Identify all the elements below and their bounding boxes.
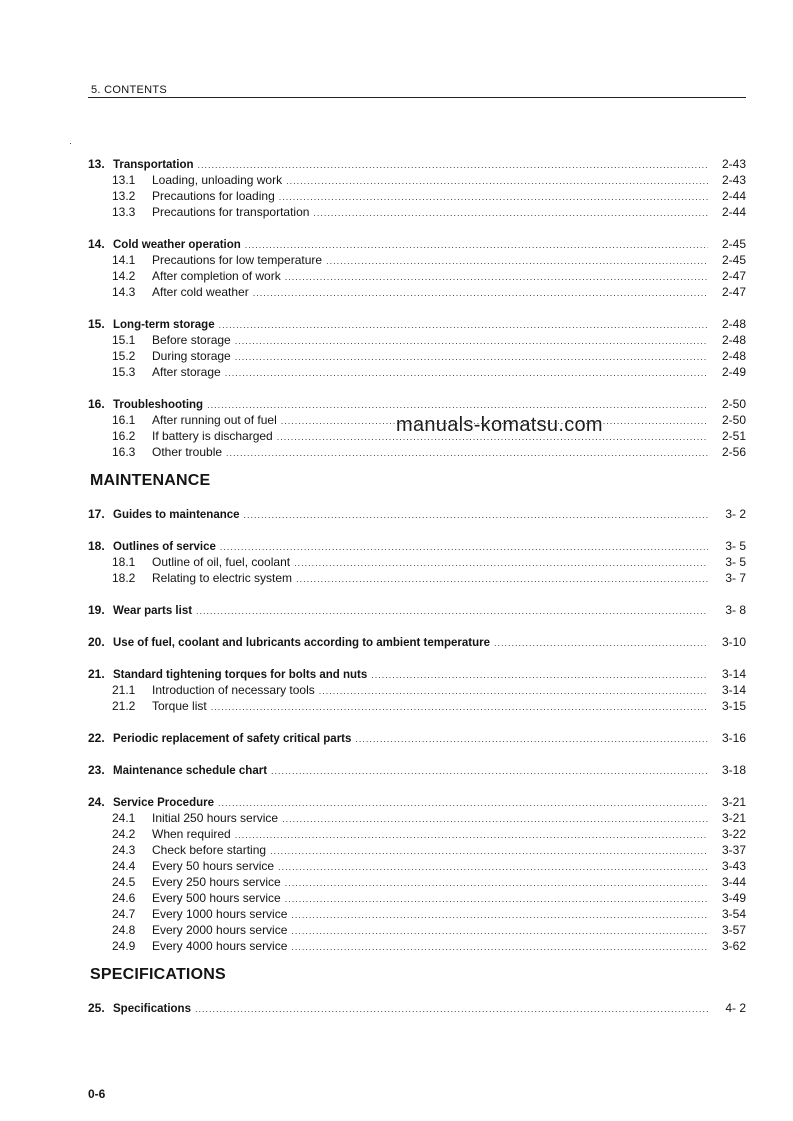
entry-title: After cold weather: [152, 285, 249, 299]
dot-leader: [494, 635, 708, 651]
entry-page: 3-15: [721, 699, 746, 713]
dot-leader: [271, 763, 708, 779]
entry-number: 16.2: [112, 429, 136, 443]
dot-leader: [270, 843, 708, 859]
entry-page: 3-14: [721, 683, 746, 697]
toc-subentry: [88, 682, 746, 698]
entry-page: 2-47: [721, 285, 746, 299]
toc-subentry: [88, 268, 746, 284]
entry-page: 2-43: [721, 173, 746, 187]
entry-title: Before storage: [152, 333, 231, 347]
entry-page: 2-51: [721, 429, 746, 443]
entry-page: 3- 8: [725, 603, 746, 617]
dot-leader: [279, 189, 708, 205]
toc-subentry: [88, 554, 746, 570]
toc-entry: [88, 730, 746, 746]
watermark: manuals-komatsu.com: [396, 414, 603, 436]
toc-subentry: [88, 204, 746, 220]
entry-number: 24.1: [112, 811, 136, 825]
entry-page: 3-62: [721, 939, 746, 953]
entry-page: 3-49: [721, 891, 746, 905]
entry-number: 20.: [88, 635, 105, 649]
entry-number: 21.1: [112, 683, 136, 697]
entry-title: Service Procedure: [113, 797, 215, 809]
entry-number: 24.3: [112, 843, 136, 857]
dot-leader: [294, 555, 708, 571]
dot-leader: [282, 811, 708, 827]
toc-section: [88, 538, 746, 586]
entry-number: 13.3: [112, 205, 136, 219]
dot-leader: [220, 539, 708, 555]
dot-leader: [235, 827, 708, 843]
entry-title: After storage: [152, 365, 221, 379]
entry-number: 21.: [88, 667, 105, 681]
dot-leader: [207, 397, 708, 413]
toc-section: [88, 1000, 746, 1016]
entry-number: 16.: [88, 397, 105, 411]
entry-title: Every 500 hours service: [152, 891, 281, 905]
dot-leader: [198, 157, 708, 173]
entry-page: 3-44: [721, 875, 746, 889]
toc-subentry: [88, 810, 746, 826]
entry-title: Every 1000 hours service: [152, 907, 288, 921]
toc-subentry: [88, 922, 746, 938]
dot-leader: [253, 285, 708, 301]
dot-leader: [313, 205, 708, 221]
toc-subentry: [88, 842, 746, 858]
entry-number: 24.5: [112, 875, 136, 889]
dot-leader: [226, 445, 708, 461]
dot-leader: [235, 349, 708, 365]
toc-subentry: [88, 284, 746, 300]
entry-page: 3-22: [721, 827, 746, 841]
entry-page: 2-44: [721, 205, 746, 219]
entry-number: 18.1: [112, 555, 136, 569]
entry-page: 3-16: [721, 731, 746, 745]
toc-section: [88, 236, 746, 300]
entry-page: 2-48: [721, 333, 746, 347]
table-of-contents: [88, 156, 746, 1032]
entry-page: 3- 5: [725, 555, 746, 569]
entry-title: Loading, unloading work: [152, 173, 283, 187]
entry-title: During storage: [152, 349, 231, 363]
heading-specifications: SPECIFICATIONS: [90, 966, 226, 983]
entry-number: 14.: [88, 237, 105, 251]
entry-page: 3-14: [721, 667, 746, 681]
entry-title: Periodic replacement of safety critical parts: [113, 733, 352, 745]
entry-number: 15.2: [112, 349, 136, 363]
entry-page: 3- 2: [725, 507, 746, 521]
dot-leader: [244, 507, 708, 523]
toc-entry: [88, 506, 746, 522]
toc-subentry: [88, 348, 746, 364]
entry-page: 2-43: [721, 157, 746, 171]
entry-number: 24.7: [112, 907, 136, 921]
entry-title: If battery is discharged: [152, 429, 273, 443]
entry-number: 16.3: [112, 445, 136, 459]
toc-section: [88, 316, 746, 380]
toc-section: [88, 762, 746, 778]
entry-page: 2-44: [721, 189, 746, 203]
dot-leader: [219, 317, 708, 333]
dot-leader: [326, 253, 708, 269]
entry-title: Other trouble: [152, 445, 223, 459]
toc-subentry: [88, 890, 746, 906]
entry-page: 3-43: [721, 859, 746, 873]
toc-entry: [88, 762, 746, 778]
dot-leader: [225, 365, 708, 381]
entry-number: 13.: [88, 157, 105, 171]
entry-title: Specifications: [113, 1003, 191, 1015]
entry-page: 2-50: [721, 413, 746, 427]
entry-title: Maintenance schedule chart: [113, 765, 268, 777]
toc-subentry: [88, 938, 746, 954]
toc-entry: [88, 794, 746, 810]
entry-page: 3-54: [721, 907, 746, 921]
entry-title: Outline of oil, fuel, coolant: [152, 555, 291, 569]
toc-subentry: [88, 906, 746, 922]
toc-subentry: [88, 364, 746, 380]
entry-number: 16.1: [112, 413, 136, 427]
entry-title: Outlines of service: [113, 541, 216, 553]
dot-leader: [291, 907, 708, 923]
toc-section: [88, 506, 746, 522]
entry-page: 3-57: [721, 923, 746, 937]
entry-title: After completion of work: [152, 269, 281, 283]
entry-title: Initial 250 hours service: [152, 811, 279, 825]
entry-page: 3-18: [721, 763, 746, 777]
entry-number: 23.: [88, 763, 105, 777]
toc-section: [88, 730, 746, 746]
header-rule: [88, 97, 746, 98]
entry-title: Transportation: [113, 159, 194, 171]
dot-leader: [196, 603, 708, 619]
toc-subentry: [88, 172, 746, 188]
dot-leader: [291, 923, 708, 939]
entry-title: Torque list: [152, 699, 207, 713]
entry-title: Guides to maintenance: [113, 509, 240, 521]
dot-leader: [286, 173, 708, 189]
toc-entry: [88, 156, 746, 172]
entry-page: 3- 7: [725, 571, 746, 585]
entry-title: Every 50 hours service: [152, 859, 275, 873]
entry-number: 13.2: [112, 189, 136, 203]
entry-number: 14.1: [112, 253, 136, 267]
toc-subentry: [88, 252, 746, 268]
entry-title: Introduction of necessary tools: [152, 683, 315, 697]
toc-entry: [88, 396, 746, 412]
entry-title: Check before starting: [152, 843, 267, 857]
dot-leader: [355, 731, 708, 747]
toc-subentry: [88, 874, 746, 890]
entry-number: 24.2: [112, 827, 136, 841]
entry-number: 24.8: [112, 923, 136, 937]
entry-page: 2-48: [721, 349, 746, 363]
entry-page: 2-49: [721, 365, 746, 379]
entry-number: 15.3: [112, 365, 136, 379]
entry-page: 2-50: [721, 397, 746, 411]
toc-section: [88, 666, 746, 714]
entry-title: Relating to electric system: [152, 571, 293, 585]
toc-entry: [88, 236, 746, 252]
entry-title: Precautions for transportation: [152, 205, 310, 219]
entry-number: 13.1: [112, 173, 136, 187]
toc-entry: [88, 634, 746, 650]
toc-section: [88, 794, 746, 954]
entry-title: Wear parts list: [113, 605, 193, 617]
entry-number: 14.3: [112, 285, 136, 299]
entry-number: 22.: [88, 731, 105, 745]
entry-title: When required: [152, 827, 231, 841]
entry-number: 15.: [88, 317, 105, 331]
entry-number: 18.2: [112, 571, 136, 585]
footer-page-number: 0-6: [88, 1087, 106, 1101]
toc-subentry: [88, 188, 746, 204]
dot-leader: [218, 795, 708, 811]
toc-entry: [88, 666, 746, 682]
entry-number: 18.: [88, 539, 105, 553]
entry-number: 24.: [88, 795, 105, 809]
dot-leader: [235, 333, 708, 349]
toc-entry: [88, 538, 746, 554]
header-title: 5. CONTENTS: [91, 84, 168, 96]
entry-title: Every 4000 hours service: [152, 939, 288, 953]
dot-leader: [211, 699, 708, 715]
entry-number: 19.: [88, 603, 105, 617]
entry-page: 2-45: [721, 237, 746, 251]
heading-maintenance: MAINTENANCE: [90, 472, 211, 489]
dot-leader: [195, 1001, 708, 1017]
toc-subentry: [88, 698, 746, 714]
dot-leader: [371, 667, 708, 683]
entry-number: 14.2: [112, 269, 136, 283]
entry-number: 24.6: [112, 891, 136, 905]
entry-page: 4- 2: [725, 1001, 746, 1015]
entry-page: 3-21: [721, 811, 746, 825]
dot-leader: [285, 875, 708, 891]
entry-page: 2-48: [721, 317, 746, 331]
entry-title: Every 250 hours service: [152, 875, 281, 889]
entry-title: Cold weather operation: [113, 239, 241, 251]
entry-title: Standard tightening torques for bolts and nuts: [113, 669, 368, 681]
toc-entry: [88, 316, 746, 332]
dot-leader: [245, 237, 708, 253]
entry-number: 15.1: [112, 333, 136, 347]
entry-number: 17.: [88, 507, 105, 521]
entry-page: 3- 5: [725, 539, 746, 553]
entry-title: Long-term storage: [113, 319, 215, 331]
entry-page: 3-21: [721, 795, 746, 809]
entry-title: Use of fuel, coolant and lubricants according to ambient temperature: [113, 637, 491, 649]
dot-leader: [285, 269, 708, 285]
toc-section: [88, 634, 746, 650]
entry-number: 21.2: [112, 699, 136, 713]
entry-title: Precautions for loading: [152, 189, 275, 203]
entry-number: 24.9: [112, 939, 136, 953]
entry-title: Every 2000 hours service: [152, 923, 288, 937]
toc-section: [88, 156, 746, 220]
entry-title: Precautions for low temperature: [152, 253, 323, 267]
toc-subentry: [88, 826, 746, 842]
entry-page: 2-45: [721, 253, 746, 267]
toc-section: [88, 602, 746, 618]
toc-subentry: [88, 332, 746, 348]
entry-title: Troubleshooting: [113, 399, 204, 411]
dot-leader: [319, 683, 708, 699]
entry-page: 3-37: [721, 843, 746, 857]
toc-entry: [88, 1000, 746, 1016]
toc-subentry: [88, 444, 746, 460]
entry-page: 2-47: [721, 269, 746, 283]
entry-number: 25.: [88, 1001, 105, 1015]
entry-number: 24.4: [112, 859, 136, 873]
entry-page: 2-56: [721, 445, 746, 459]
toc-subentry: [88, 858, 746, 874]
toc-subentry: [88, 570, 746, 586]
entry-title: After running out of fuel: [152, 413, 277, 427]
toc-entry: [88, 602, 746, 618]
dot-leader: [296, 571, 708, 587]
dot-leader: [291, 939, 708, 955]
dot-leader: [278, 859, 708, 875]
entry-page: 3-10: [721, 635, 746, 649]
margin-mark: [70, 143, 71, 144]
dot-leader: [285, 891, 708, 907]
